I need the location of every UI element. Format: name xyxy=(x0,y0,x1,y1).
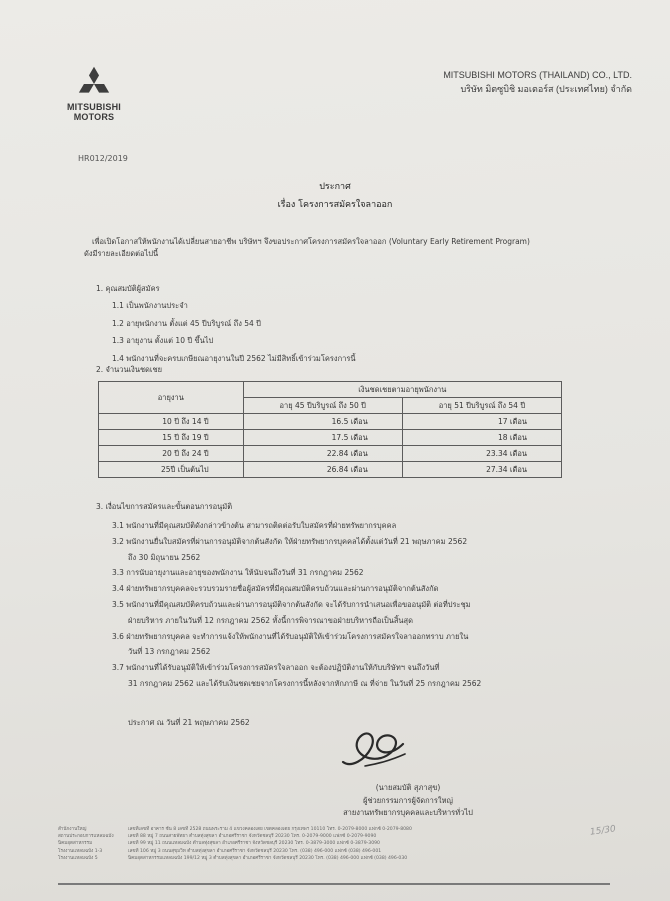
intro-paragraph xyxy=(84,236,592,260)
footer-text: เลขที่ 99 หมู่ 11 ถนนแหลมฉบัง ตำบลทุ่งสุขลา อำเภอศรีราชา จังหวัดชลบุรี 20230 โทร. 0-3879-3000 แฟกซ์ 0-3879-3090 xyxy=(128,841,380,847)
footer-text: เลขที่เลขที่ อาคาร ชั้น 8 เลขที่ 2528 ถนนพระราม 4 แขวงคลองเตย เขตคลองเตย กรุงเทพฯ 10110 โทร. 0-2079-8000 แฟกซ์ 0-2079-8080 xyxy=(128,827,412,832)
cell-service: 20 ปี ถึง 24 ปี xyxy=(99,446,244,462)
list-item: 1.4 พนักงานที่จะครบเกษียณอายุงานในปี 2562 ไม่มีสิทธิ์เข้าร่วมโครงการนี้ xyxy=(112,353,356,363)
list-item: ถึง 30 มิถุนายน 2562 xyxy=(128,552,201,562)
footer-text: เลขที่ 88 หมู่ 7 ถนนสายพัทยา ตำบลทุ่งสุขลา อำเภอศรีราชา จังหวัดชลบุรี 20230 โทร. 0-2079-9000 แฟกซ์ 0-2079-9090 xyxy=(128,834,377,840)
list-item: 3.5 พนักงานที่มีคุณสมบัติครบถ้วนและผ่านการอนุมัติจากต้นสังกัด จะได้รับการนำเสนอเพื่อขออนุมัติ ต่อที่ประชุม xyxy=(112,599,471,609)
company-name-en: MITSUBISHI MOTORS (THAILAND) CO., LTD. xyxy=(443,70,632,80)
list-item: วันที่ 13 กรกฎาคม 2562 xyxy=(128,647,211,657)
signer-title-1: ผู้ช่วยกรรมการผู้จัดการใหญ่ xyxy=(363,795,453,805)
footer-addresses xyxy=(58,826,618,862)
compensation-table xyxy=(98,381,562,478)
company-header xyxy=(443,68,632,96)
footer-text: เลขที่ 106 หมู่ 3 ถนนสุขุมวิท ตำบลทุ่งสุขลา อำเภอศรีราชา จังหวัดชลบุรี 20230 โทร. (038) 496-000 แฟกซ์ (038) 496-001 xyxy=(128,848,382,854)
list-item: 1.1 เป็นพนักงานประจำ xyxy=(112,301,188,310)
intro-line-1: เพื่อเปิดโอกาสให้พนักงานได้เปลี่ยนสายอาชีพ บริษัทฯ จึงขอประกาศโครงการสมัครใจลาออก (Voluntary Early Retirement Program) xyxy=(92,237,530,246)
footer-row xyxy=(58,840,618,847)
list-item: 3.4 ฝ่ายทรัพยากรบุคคลจะรวบรวมรายชื่อผู้สมัครที่มีคุณสมบัติครบถ้วนและผ่านการอนุมัติจากต้นสังกัด xyxy=(112,584,439,594)
cell-age-45-50: 17.5 เดือน xyxy=(243,430,402,446)
header-compensation: เงินชดเชยตามอายุพนักงาน xyxy=(243,382,561,398)
document-number: HR012/2019 xyxy=(78,154,128,163)
footer-label: สถานประกอบการแหลมฉบัง xyxy=(58,834,114,840)
cell-age-51-54: 23.34 เดือน xyxy=(402,446,561,462)
cell-age-51-54: 17 เดือน xyxy=(402,414,561,430)
announcement-date: ประกาศ ณ วันที่ 21 พฤษภาคม 2562 xyxy=(128,718,250,727)
header-age-45-50: อายุ 45 ปีบริบูรณ์ ถึง 50 ปี xyxy=(243,398,402,414)
footer-row xyxy=(58,833,618,840)
intro-line-2: ดังมีรายละเอียดต่อไปนี้ xyxy=(84,249,159,258)
list-item: 3.7 พนักงานที่ได้รับอนุมัติให้เข้าร่วมโครงการสมัครใจลาออก จะต้องปฏิบัติงานให้กับบริษัทฯ จนถึงวันที่ xyxy=(112,663,440,673)
footer-divider xyxy=(58,883,610,885)
company-name-th: บริษัท มิตซูบิชิ มอเตอร์ส (ประเทศไทย) จำกัด xyxy=(460,84,632,94)
table-header-row xyxy=(99,382,562,398)
section-3-title: 3. เงื่อนไขการสมัครและขั้นตอนการอนุมัติ xyxy=(96,502,233,511)
list-item: 3.1 พนักงานที่มีคุณสมบัติดังกล่าวข้างต้น สามารถติดต่อรับใบสมัครที่ฝ่ายทรัพยากรบุคคล xyxy=(112,521,397,530)
table-row xyxy=(99,414,562,430)
cell-age-45-50: 26.84 เดือน xyxy=(243,462,402,478)
cell-service: 10 ปี ถึง 14 ปี xyxy=(99,414,244,430)
table-row xyxy=(99,446,562,462)
footer-row xyxy=(58,826,618,833)
section-2-title: 2. จำนวนเงินชดเชย xyxy=(96,365,162,374)
handwritten-note: 15/30 xyxy=(589,824,617,838)
list-item: 31 กรกฎาคม 2562 และได้รับเงินชดเชยจากโครงการนี้หลังจากหักภาษี ณ ที่จ่าย ในวันที่ 25 กรกฎาคม 2562 xyxy=(128,678,482,688)
signer-title-2: สายงานทรัพยากรบุคคลและบริหารทั่วไป xyxy=(343,808,473,817)
company-logo xyxy=(62,66,126,122)
list-item: 3.3 การนับอายุงานและอายุของพนักงาน ให้นับจนถึงวันที่ 31 กรกฎาคม 2562 xyxy=(112,568,364,578)
footer-text: นิคมอุตสาหกรรมแหลมฉบัง 199/12 หมู่ 3 ตำบลทุ่งสุขลา อำเภอศรีราชา จังหวัดชลบุรี 20230 โทร. (038) 496-000 แฟกซ์ (038) 496-030 xyxy=(128,855,408,861)
list-item: 1.2 อายุพนักงาน ตั้งแต่ 45 ปีบริบูรณ์ ถึง 54 ปี xyxy=(112,318,261,328)
announcement-heading: ประกาศ xyxy=(319,182,351,192)
section-1 xyxy=(96,283,160,295)
announcement-subject: เรื่อง โครงการสมัครใจลาออก xyxy=(277,200,393,210)
section-3-items xyxy=(112,518,592,692)
header-age-51-54: อายุ 51 ปีบริบูรณ์ ถึง 54 ปี xyxy=(402,398,561,414)
footer-label: โรงงานแหลมฉบัง 5 xyxy=(58,855,98,861)
section-1-items xyxy=(112,297,356,367)
signature-image xyxy=(335,718,413,778)
footer-row xyxy=(58,848,618,855)
cell-age-45-50: 16.5 เดือน xyxy=(243,414,402,430)
signer-name: (นายสมบัติ สุภาสุข) xyxy=(375,783,441,792)
cell-age-51-54: 27.34 เดือน xyxy=(402,462,561,478)
footer-label: โรงงานแหลมฉบัง 1-3 xyxy=(58,848,103,854)
signer-block xyxy=(308,782,508,820)
list-item: 1.3 อายุงาน ตั้งแต่ 10 ปี ขึ้นไป xyxy=(112,336,214,345)
cell-age-51-54: 18 เดือน xyxy=(402,430,561,446)
cell-service: 15 ปี ถึง 19 ปี xyxy=(99,430,244,446)
three-diamonds-icon xyxy=(76,66,112,102)
section-1-title: 1. คุณสมบัติผู้สมัคร xyxy=(96,284,160,293)
logo-word-2: MOTORS xyxy=(73,112,115,122)
list-item: 3.2 พนักงานยื่นใบสมัครที่ผ่านการอนุมัติจากต้นสังกัด ให้ฝ่ายทรัพยากรบุคคลได้ตั้งแต่วันที่ 21 พฤษภาคม 2562 xyxy=(112,536,468,546)
table-row xyxy=(99,430,562,446)
list-item: 3.6 ฝ่ายทรัพยากรบุคคล จะทำการแจ้งให้พนักงานที่ได้รับอนุมัติให้เข้าร่วมโครงการสมัครใจลาออกทราบ ภายใน xyxy=(112,631,469,641)
footer-row xyxy=(58,855,618,862)
footer-label: สำนักงานใหญ่ xyxy=(58,827,87,832)
logo-word-1: MITSUBISHI xyxy=(66,102,121,112)
cell-age-45-50: 22.84 เดือน xyxy=(243,446,402,462)
table-row xyxy=(99,462,562,478)
header-service-years: อายุงาน xyxy=(99,382,244,414)
cell-service: 25ปี เป็นต้นไป xyxy=(99,462,244,478)
list-item: ฝ่ายบริหาร ภายในวันที่ 12 กรกฎาคม 2562 ทั้งนี้การพิจารณาขอฝ่ายบริหารถือเป็นสิ้นสุด xyxy=(128,615,413,625)
footer-label: นิคมอุตสาหกรรม xyxy=(58,841,93,847)
